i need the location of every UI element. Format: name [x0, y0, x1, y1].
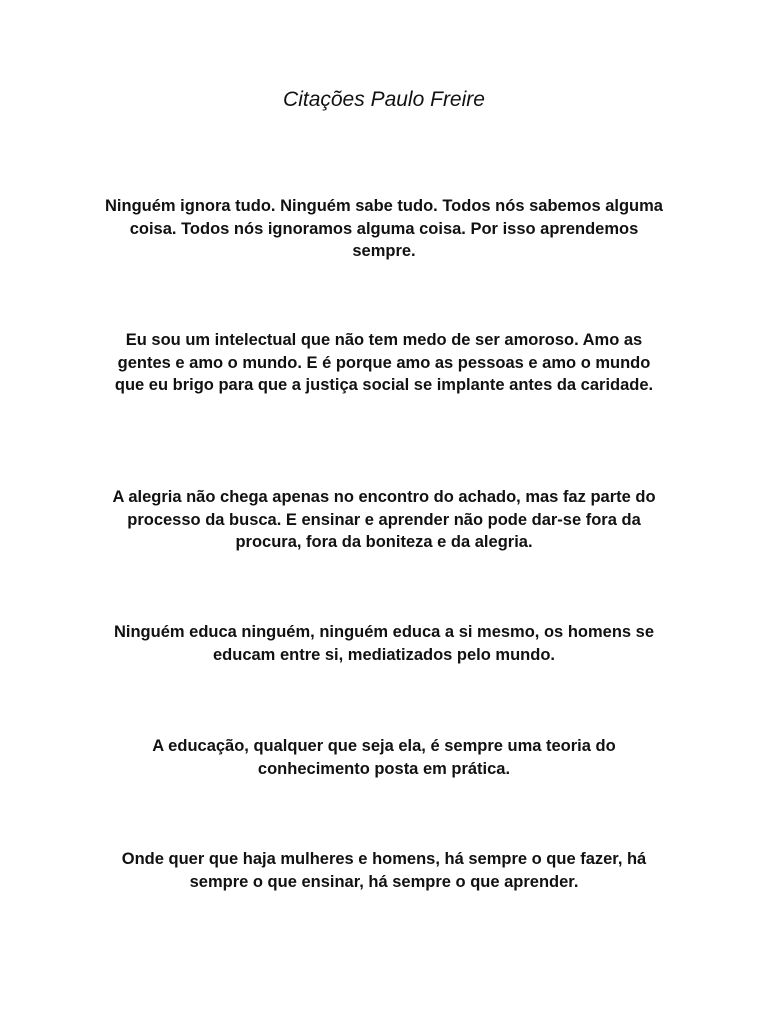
quote-3: A alegria não chega apenas no encontro do achado, mas faz parte do processo da busca. E ensinar e aprender não pode dar-se fora da procura, fora da boniteza e da alegria. — [112, 488, 656, 551]
quote-6: Onde quer que haja mulheres e homens, há sempre o que fazer, há sempre o que ensinar, há sempre o que aprender. — [121, 850, 647, 891]
quote-2: Eu sou um intelectual que não tem medo de ser amoroso. Amo as gentes e amo o mundo. E é porque amo as pessoas e amo o mundo que eu brigo para que a justiça social se implante antes da caridade. — [114, 331, 654, 394]
page-title: Citações Paulo Freire — [283, 88, 485, 111]
quote-5: A educação, qualquer que seja ela, é sempre uma teoria do conhecimento posta em prática. — [152, 737, 616, 778]
quote-4: Ninguém educa ninguém, ninguém educa a si mesmo, os homens se educam entre si, mediatizados pelo mundo. — [113, 623, 655, 664]
quote-1: Ninguém ignora tudo. Ninguém sabe tudo. Todos nós sabemos alguma coisa. Todos nós ignoramos alguma coisa. Por isso aprendemos sempre. — [105, 197, 663, 260]
